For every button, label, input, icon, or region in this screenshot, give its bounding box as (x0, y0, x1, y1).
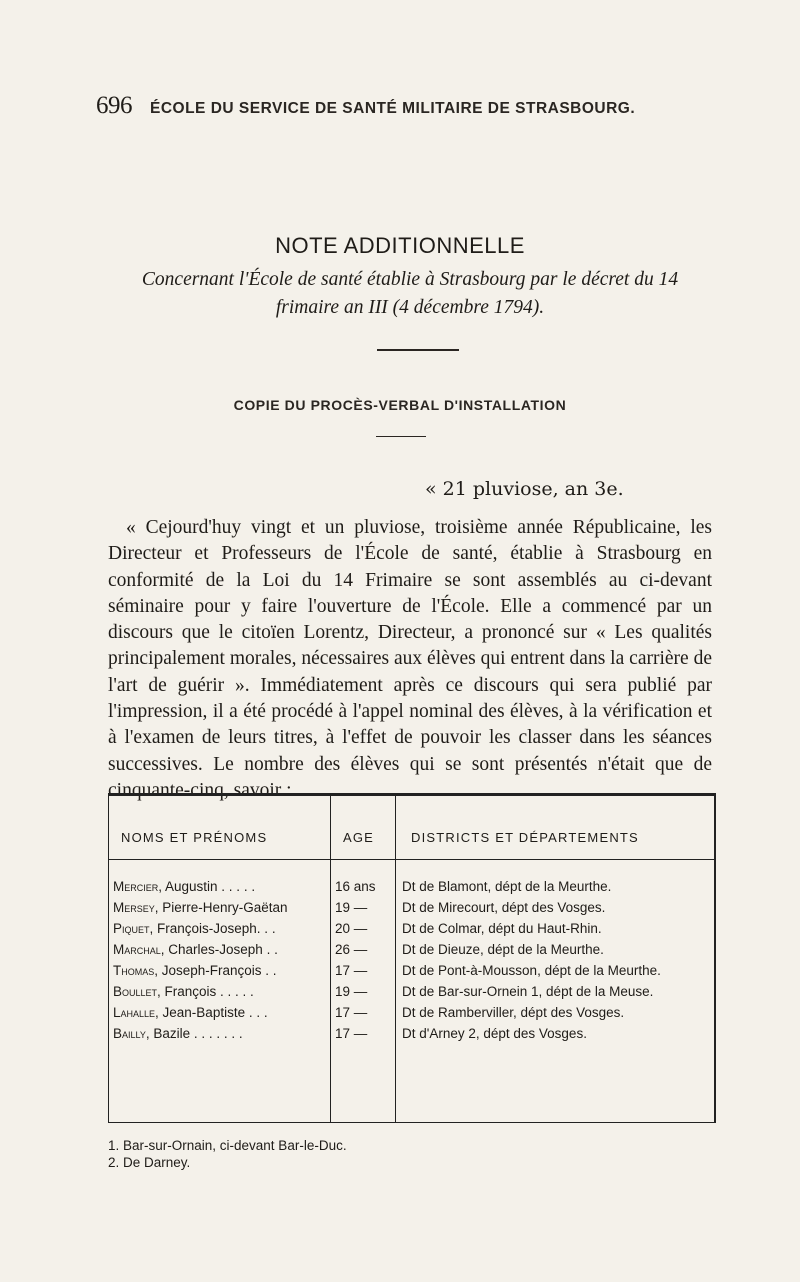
table-row (109, 879, 714, 900)
student-surname: Mercier, (113, 879, 163, 894)
page-number: 696 (96, 92, 132, 119)
column-header-age: AGE (343, 830, 375, 845)
divider-rule (376, 436, 426, 437)
student-surname: Thomas, (113, 963, 158, 978)
table-row (109, 900, 714, 921)
students-table (108, 793, 716, 1123)
student-surname: Marchal, (113, 942, 165, 957)
footnotes (108, 1137, 708, 1171)
student-given-names: François . . . . . (160, 984, 254, 999)
student-name (113, 942, 327, 957)
student-name (113, 921, 327, 936)
student-name (113, 984, 327, 999)
student-surname: Bailly, (113, 1026, 150, 1041)
student-surname: Boullet, (113, 984, 161, 999)
student-age: 19 — (335, 984, 368, 999)
student-surname: Lahalle, (113, 1005, 159, 1020)
student-district: Dt d'Arney 2, dépt des Vosges. (402, 1026, 587, 1041)
student-name (113, 879, 327, 894)
table-row (109, 1026, 714, 1047)
table-row (109, 963, 714, 984)
footnote: 1. Bar-sur-Ornain, ci-devant Bar-le-Duc. (108, 1138, 347, 1153)
student-district: Dt de Pont-à-Mousson, dépt de la Meurthe. (402, 963, 661, 978)
table-row (109, 921, 714, 942)
section-heading: COPIE DU PROCÈS-VERBAL D'INSTALLATION (233, 397, 567, 413)
student-given-names: Joseph-François . . (158, 963, 277, 978)
table-row (109, 1005, 714, 1026)
student-given-names: François-Joseph. . . (153, 921, 276, 936)
student-surname: Mersey, (113, 900, 159, 915)
student-name (113, 963, 327, 978)
subtitle: Concernant l'École de santé établie à Strasbourg par le décret du 14 frimaire an III (4 décembre 1794). (141, 269, 679, 318)
student-surname: Piquet, (113, 921, 154, 936)
student-name (113, 1005, 327, 1020)
student-age: 16 ans (335, 879, 376, 894)
dateline: « 21 pluviose, an 3e. (425, 478, 624, 500)
student-given-names: Charles-Joseph . . (164, 942, 278, 957)
student-name (113, 1026, 327, 1041)
student-district: Dt de Dieuze, dépt de la Meurthe. (402, 942, 604, 957)
student-name (113, 900, 327, 915)
student-district: Dt de Ramberviller, dépt des Vosges. (402, 1005, 625, 1020)
table-body (109, 879, 714, 1047)
page-title: NOTE ADDITIONNELLE (275, 233, 525, 258)
student-district: Dt de Bar-sur-Ornein 1, dépt de la Meuse. (402, 984, 654, 999)
running-title: ÉCOLE DU SERVICE DE SANTÉ MILITAIRE DE STRASBOURG. (150, 100, 636, 117)
student-age: 20 — (335, 921, 368, 936)
running-header (96, 92, 736, 120)
divider-rule (377, 349, 459, 351)
student-age: 17 — (335, 1005, 368, 1020)
column-header-names: NOMS ET PRÉNOMS (121, 830, 268, 845)
student-given-names: Augustin . . . . . (162, 879, 256, 894)
student-district: Dt de Mirecourt, dépt des Vosges. (402, 900, 606, 915)
footnote: 2. De Darney. (108, 1155, 191, 1170)
student-age: 17 — (335, 1026, 368, 1041)
student-given-names: Bazile . . . . . . . (149, 1026, 243, 1041)
student-given-names: Pierre-Henry-Gaëtan (158, 900, 288, 915)
student-age: 17 — (335, 963, 368, 978)
body-paragraph: « Cejourd'huy vingt et un pluviose, troisième année Républicaine, les Directeur et Professeurs de l'École de santé, établie à Strasbourg en conformité de la Loi du 14 Frimaire se sont assemblés au ci-devant séminaire pour y faire l'ouverture de l'École. Elle a commencé par un discours que le citoïen Lorentz, Directeur, a prononcé sur « Les qualités principalement morales, nécessaires aux élèves qui entrent dans la carrière de l'art de guérir ». Immédiatement après ce discours qui sera publié par l'impression, il a été procédé à l'appel nominal des élèves, à la vérification et à l'examen de leurs titres, à l'effet de pouvoir les classer dans les séances successives. Le nombre des élèves qui se sont présentés n'était que de cinquante-cinq, savoir : (108, 517, 712, 801)
student-age: 26 — (335, 942, 368, 957)
student-age: 19 — (335, 900, 368, 915)
student-district: Dt de Blamont, dépt de la Meurthe. (402, 879, 612, 894)
table-row (109, 984, 714, 1005)
student-given-names: Jean-Baptiste . . . (158, 1005, 268, 1020)
header-divider (109, 859, 714, 860)
table-row (109, 942, 714, 963)
student-district: Dt de Colmar, dépt du Haut-Rhin. (402, 921, 602, 936)
column-header-districts: DISTRICTS ET DÉPARTEMENTS (411, 830, 639, 845)
